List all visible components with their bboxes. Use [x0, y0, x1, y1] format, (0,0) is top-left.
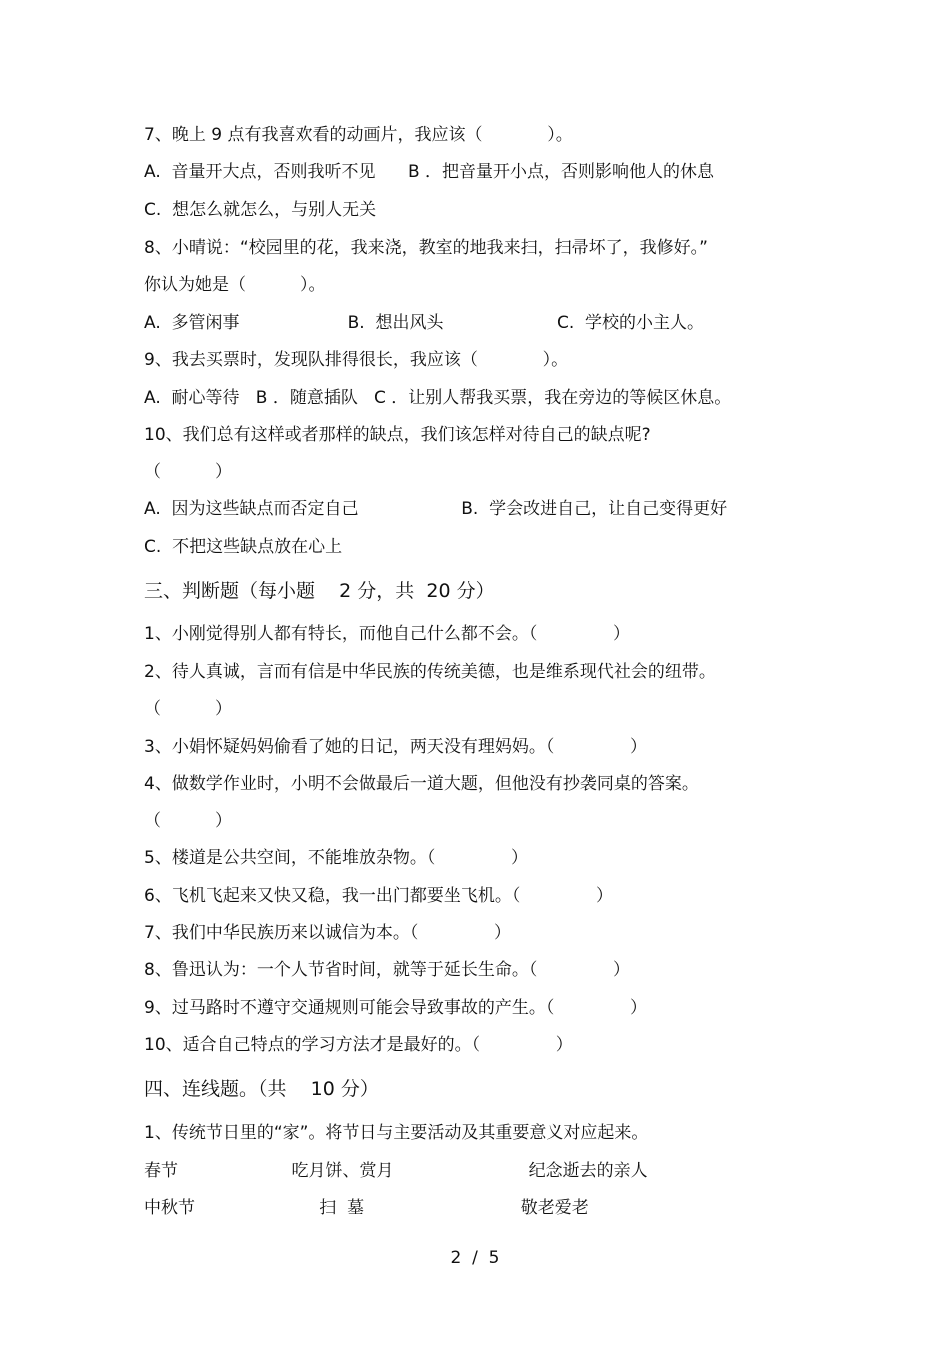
judgment-8: 8、鲁迅认为：一个人节省时间，就等于延长生命。（ ）	[144, 960, 630, 980]
judgment-1: 1、小刚觉得别人都有特长，而他自己什么都不会。（ ）	[144, 624, 630, 644]
section-matching-title: 四、连线题。（共 10 分）	[144, 1078, 379, 1100]
judgment-9: 9、过马路时不遵守交通规则可能会导致事故的产生。（ ）	[144, 998, 647, 1018]
judgment-5: 5、楼道是公共空间，不能堆放杂物。（ ）	[144, 848, 528, 868]
judgment-3: 3、小娟怀疑妈妈偷看了她的日记，两天没有理妈妈。（ ）	[144, 737, 647, 757]
page-number: 2 / 5	[450, 1248, 500, 1268]
question-9-options: A. 耐心等待 B ．随意插队 C ．让别人帮我买票，我在旁边的等候区休息。	[144, 388, 732, 408]
judgment-10: 10、适合自己特点的学习方法才是最好的。（ ）	[144, 1035, 573, 1055]
question-10: 10、我们总有这样或者那样的缺点，我们该怎样对待自己的缺点呢?	[144, 425, 651, 445]
question-7: 7、晚上 9 点有我喜欢看的动画片，我应该（ ）。	[144, 125, 573, 145]
question-9: 9、我去买票时，发现队排得很长，我应该（ ）。	[144, 350, 569, 370]
section-judgment-title: 三、判断题（每小题 2 分，共 20 分）	[144, 580, 495, 602]
question-10-option-c: C. 不把这些缺点放在心上	[144, 537, 343, 557]
question-8-prompt: 你认为她是（ ）。	[144, 275, 326, 295]
judgment-4-blank: （ ）	[144, 811, 233, 831]
question-8: 8、小晴说：“校园里的花，我来浇，教室的地我来扫，扫帚坏了，我修好。”	[144, 238, 708, 258]
question-8-options: A. 多管闲事 B. 想出风头 C. 学校的小主人。	[144, 313, 705, 333]
matching-row-spring-festival: 春节 吃月饼、赏月 纪念逝去的亲人	[144, 1161, 648, 1181]
question-7-options-ab: A. 音量开大点，否则我听不见 B ．把音量开小点，否则影响他人的休息	[144, 162, 715, 182]
judgment-2-blank: （ ）	[144, 699, 233, 719]
question-10-blank: （ ）	[144, 462, 233, 482]
matching-1: 1、传统节日里的“家”。将节日与主要活动及其重要意义对应起来。	[144, 1123, 649, 1143]
question-7-option-c: C. 想怎么就怎么，与别人无关	[144, 200, 377, 220]
judgment-4: 4、做数学作业时，小明不会做最后一道大题，但他没有抄袭同桌的答案。	[144, 774, 699, 794]
question-10-options-ab: A. 因为这些缺点而否定自己 B. 学会改进自己，让自己变得更好	[144, 499, 728, 519]
judgment-7: 7、我们中华民族历来以诚信为本。（ ）	[144, 923, 511, 943]
judgment-2: 2、待人真诚，言而有信是中华民族的传统美德，也是维系现代社会的纽带。	[144, 662, 716, 682]
matching-row-mid-autumn: 中秋节 扫 墓 敬老爱老	[144, 1198, 589, 1218]
judgment-6: 6、飞机飞起来又快又稳，我一出门都要坐飞机。（ ）	[144, 886, 613, 906]
